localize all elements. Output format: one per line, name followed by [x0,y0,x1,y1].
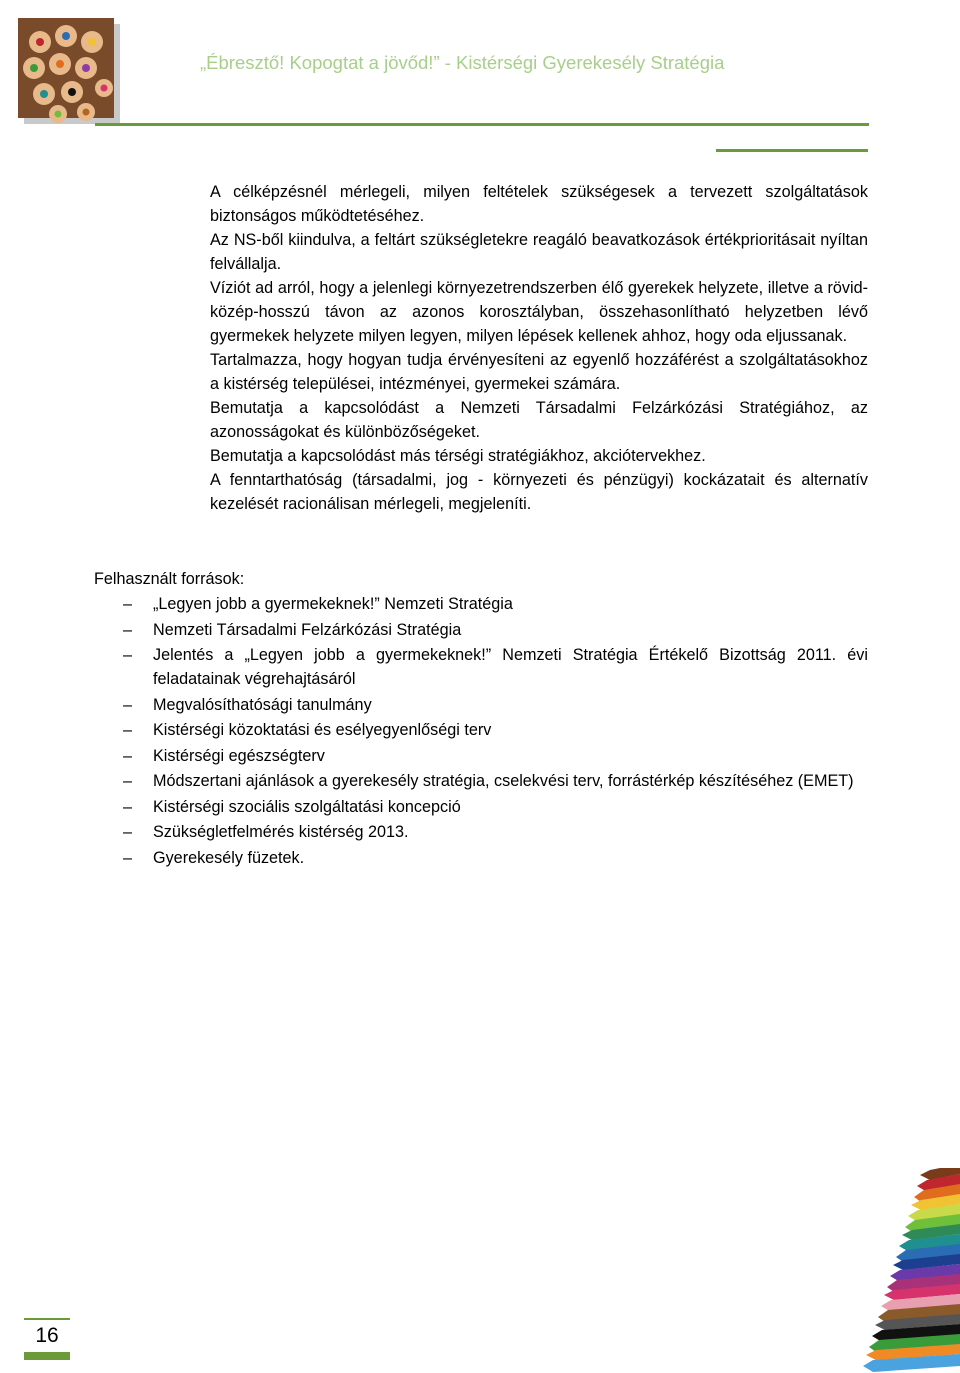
source-text: „Legyen jobb a gyermekeknek!” Nemzeti Stratégia [153,595,513,613]
list-item [123,592,868,616]
dash-bullet: – [123,823,133,841]
page-number: 16 [35,1324,59,1347]
section-accent-line [716,149,868,152]
list-item [123,718,868,742]
source-text: Nemzeti Társadalmi Felzárkózási Stratégia [153,620,462,639]
dash-bullet: – [123,646,133,664]
sources-heading: Felhasznált források: [94,570,245,588]
dash-bullet: – [123,620,133,639]
list-item [123,795,868,819]
colored-pencils-decoration-icon [862,1168,960,1373]
list-item [123,618,868,642]
header-divider [95,123,869,126]
list-item [123,693,868,717]
paragraph: Az NS-ből kiindulva, a feltárt szükségletekre reagáló beavatkozások értékprioritásait nyíltan felvállalja. [210,231,868,273]
dash-bullet: – [123,595,133,613]
list-item [123,820,868,844]
paragraph: Víziót ad arról, hogy a jelenlegi környezetrendszerben élő gyerekek helyzete, illetve a rövid-közép-hosszú távon az azonos korosztályban, összehasonlítható helyzetben lévő gyermekek helyzete milyen legyen, milyen lépések kellenek ahhoz, hogy oda eljussanak. [210,279,868,345]
dash-bullet: – [123,797,133,816]
source-text: Módszertani ajánlások a gyerekesély stratégia, cselekvési terv, forrástérkép készítéséhez (EMET) [153,772,854,790]
paragraph: Bemutatja a kapcsolódást a Nemzeti Társadalmi Felzárkózási Stratégiához, az azonosságokat és különbözőségeket. [210,399,868,441]
source-text: Kistérségi szociális szolgáltatási koncepció [153,797,461,816]
page-number-bottom-bar [24,1352,70,1360]
source-text: Gyerekesély füzetek. [153,848,305,867]
dash-bullet: – [123,772,133,790]
source-text: Megvalósíthatósági tanulmány [153,695,372,714]
paragraph: A célképzésnél mérlegeli, milyen feltételek szükségesek a tervezett szolgáltatások biztonságos működtetéséhez. [210,183,868,225]
paragraph: Tartalmazza, hogy hogyan tudja érvényesíteni az egyenlő hozzáférést a szolgáltatásokhoz a kistérség települései, intézményei, gyermekei számára. [210,351,868,393]
paragraph: Bemutatja a kapcsolódást más térségi stratégiákhoz, akciótervekhez. [210,447,706,465]
source-text: Kistérségi egészségterv [153,746,325,765]
colored-pencils-logo-icon [18,18,122,126]
source-text: Kistérségi közoktatási és esélyegyenlőségi terv [153,721,492,739]
source-text: Jelentés a „Legyen jobb a gyermekeknek!” Nemzeti Stratégia Értékelő Bizottság 2011. évi feladatainak végrehajtásáról [153,646,868,688]
source-text: Szükségletfelmérés kistérség 2013. [153,823,409,841]
page-number-top-bar [24,1318,70,1320]
list-item [123,769,868,793]
list-item [123,643,868,691]
list-item [123,846,868,870]
sources-list [123,592,868,871]
dash-bullet: – [123,746,133,765]
dash-bullet: – [123,848,133,867]
dash-bullet: – [123,721,133,739]
criteria-text-block [210,180,868,516]
header-title: „Ébresztő! Kopogtat a jövőd!” - Kistérségi Gyerekesély Stratégia [200,52,725,73]
list-item [123,744,868,768]
dash-bullet: – [123,695,133,714]
paragraph: A fenntarthatóság (társadalmi, jog - környezeti és pénzügyi) kockázatait és alternatív kezelését racionálisan mérlegeli, megjeleníti. [210,471,868,513]
